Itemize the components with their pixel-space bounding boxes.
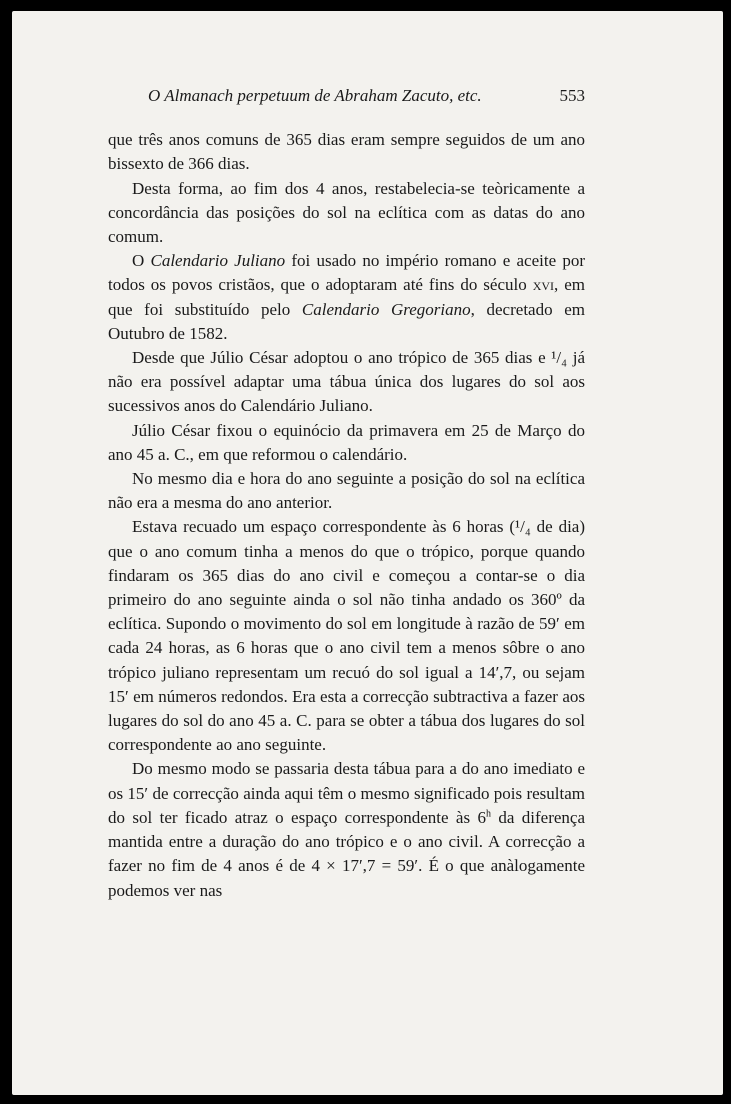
page-number: 553	[559, 86, 585, 105]
page-body	[108, 84, 585, 903]
superscript-run: h	[485, 808, 491, 820]
paragraph	[108, 128, 585, 176]
running-header	[108, 84, 585, 108]
small-caps-run: xvi	[532, 275, 555, 295]
text-run: que três anos comuns de 365 dias eram sempre seguidos de um ano bissexto de 366 dias.	[108, 130, 585, 174]
paragraph	[108, 757, 585, 902]
paragraph	[108, 419, 585, 467]
text-run: , decretado em Outubro de 1582.	[108, 299, 585, 343]
paragraph	[108, 249, 585, 346]
paragraph	[108, 467, 585, 515]
paragraph	[108, 346, 585, 419]
text-run: , em que foi substituído pelo	[108, 275, 585, 319]
italic-run: Calendario Gregoriano	[301, 299, 471, 319]
running-title: O Almanach perpetuum de Abraham Zacuto, etc.	[148, 86, 482, 105]
text-run: foi usado no império romano e aceite por todos os povos cristãos, que o adoptaram até fins do século	[108, 251, 586, 295]
text-run: No mesmo dia e hora do ano seguinte a posição do sol na eclítica não era a mesma do ano anterior.	[108, 469, 585, 513]
text-paragraphs	[108, 128, 585, 903]
text-run: Estava recuado um espaço correspondente às 6 horas (¹/₄ de dia) que o ano comum tinha a menos do que o trópico, porque quando findaram os 365 dias do ano civil e começou a contar-se o dia primeiro do ano seguinte ainda o sol não tinha andado os 360º da eclítica. Supondo o movimento do sol em longitude à razão de 59′ em cada 24 horas, as 6 horas que o ano civil tem a menos sôbre o ano trópico juliano representam um recuó do sol igual a 14′,7, ou sejam 15′ em números redondos. Era esta a correcção subtractiva a fazer aos lugares do sol do ano 45 a. C. para se obter a tábua dos lugares do sol correspondente ao ano seguinte.	[108, 517, 585, 755]
text-run: Desde que Júlio César adoptou o ano trópico de 365 dias e ¹/₄ já não era possível adaptar uma tábua única dos lugares do sol aos sucessivos anos do Calendário Juliano.	[108, 348, 585, 416]
text-run: Do mesmo modo se passaria desta tábua para a do ano imediato e os 15′ de correcção ainda aqui têm o mesmo significado pois resultam do sol ter ficado atraz o espaço correspondente às 6	[108, 759, 585, 827]
text-run: da diferença mantida entre a duração do ano trópico e o ano civil. A correcção a fazer no fim de 4 anos é de 4 × 17′,7 = 59′. É o que anàlogamente podemos ver nas	[108, 807, 585, 900]
paragraph	[108, 515, 585, 757]
text-run: Desta forma, ao fim dos 4 anos, restabelecia-se teòricamente a concordância das posições do sol na eclítica com as datas do ano comum.	[108, 178, 585, 247]
italic-run: Calendario Juliano	[150, 251, 286, 271]
paragraph	[108, 177, 585, 250]
text-run: O	[132, 251, 151, 271]
text-run: Júlio César fixou o equinócio da primavera em 25 de Março do ano 45 a. C., em que reformou o calendário.	[108, 420, 585, 464]
